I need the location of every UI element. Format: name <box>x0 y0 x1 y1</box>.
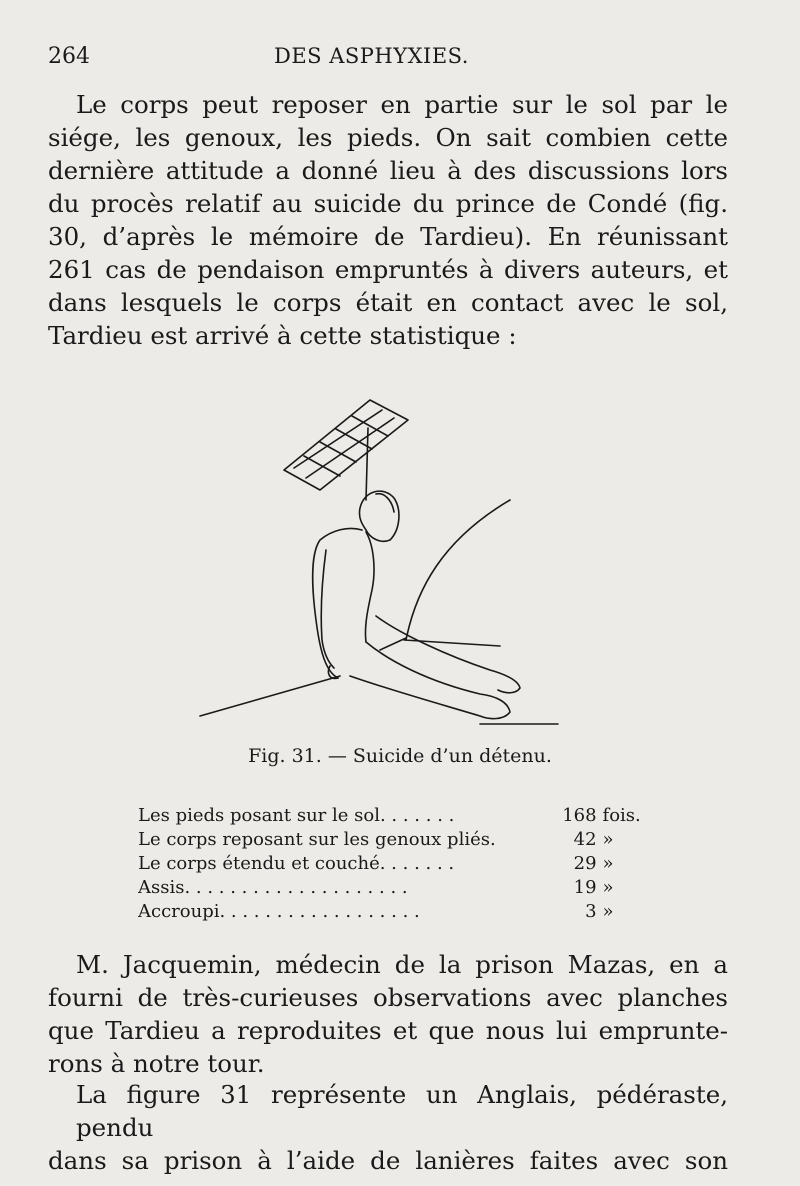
statistics-row <box>138 900 648 924</box>
statistics-label: Les pieds posant sur le sol. . . . . . . <box>138 805 455 826</box>
statistics-count: 19 <box>573 877 597 898</box>
paragraph-line: Le corps peut reposer en partie sur le sol par le <box>76 90 728 119</box>
page-number: 264 <box>48 44 90 69</box>
paragraph-1 <box>48 88 728 352</box>
statistics-count: 3 <box>585 901 597 922</box>
paragraph-2 <box>48 948 728 1080</box>
torso <box>313 528 362 678</box>
paragraph-line: 30, d’après le mémoire de Tardieu). En réunissant <box>48 222 728 251</box>
paragraph-line: dans sa prison à l’aide de lanières faites avec son <box>48 1146 728 1175</box>
hanging-figure-illustration <box>180 390 580 740</box>
rope <box>366 428 368 500</box>
legs <box>350 642 510 719</box>
statistics-row <box>138 828 648 852</box>
statistics-unit: fois. <box>602 805 641 826</box>
ladder-frame <box>284 400 408 490</box>
paragraph-line: M. Jacquemin, médecin de la prison Mazas, en a <box>76 950 728 979</box>
statistics-count: 42 <box>573 829 597 850</box>
statistics-unit: » <box>602 877 614 898</box>
background-frame <box>380 500 510 650</box>
paragraph-line: rons à notre tour. <box>48 1049 265 1078</box>
paragraph-line: du procès relatif au suicide du prince de Condé (fig. <box>48 189 728 218</box>
statistics-label: Le corps reposant sur les genoux pliés. <box>138 829 496 850</box>
paragraph-line: siége, les genoux, les pieds. On sait combien cette <box>48 123 728 152</box>
figure-caption: Fig. 31. — Suicide d’un détenu. <box>248 745 552 767</box>
statistics-unit: » <box>602 901 614 922</box>
paragraph-line: dans lesquels le corps était en contact avec le sol, <box>48 288 728 317</box>
running-title: DES ASPHYXIES. <box>274 44 469 68</box>
paragraph-line: fourni de très-curieuses observations avec planches <box>48 983 728 1012</box>
statistics-count: 29 <box>573 853 597 874</box>
statistics-label: Assis. . . . . . . . . . . . . . . . . . . . <box>138 877 408 898</box>
statistics-row <box>138 852 648 876</box>
page-header <box>48 44 728 80</box>
paragraph-line: La figure 31 représente un Anglais, pédéraste, pendu <box>76 1080 728 1142</box>
statistics-label: Le corps étendu et couché. . . . . . . <box>138 853 455 874</box>
paragraph-line: 261 cas de pendaison empruntés à divers auteurs, et <box>48 255 728 284</box>
statistics-row <box>138 804 648 828</box>
statistics-label: Accroupi. . . . . . . . . . . . . . . . . . <box>138 901 420 922</box>
paragraph-line: dernière attitude a donné lieu à des discussions lors <box>48 156 728 185</box>
paragraph-line: Tardieu est arrivé à cette statistique : <box>48 321 517 350</box>
statistics-table <box>138 804 648 924</box>
paragraph-line: que Tardieu a reproduites et que nous lui emprunte- <box>48 1016 728 1045</box>
statistics-unit: » <box>602 853 614 874</box>
statistics-unit: » <box>602 829 614 850</box>
statistics-row <box>138 876 648 900</box>
statistics-count: 168 <box>562 805 597 826</box>
paragraph-3 <box>48 1078 728 1177</box>
